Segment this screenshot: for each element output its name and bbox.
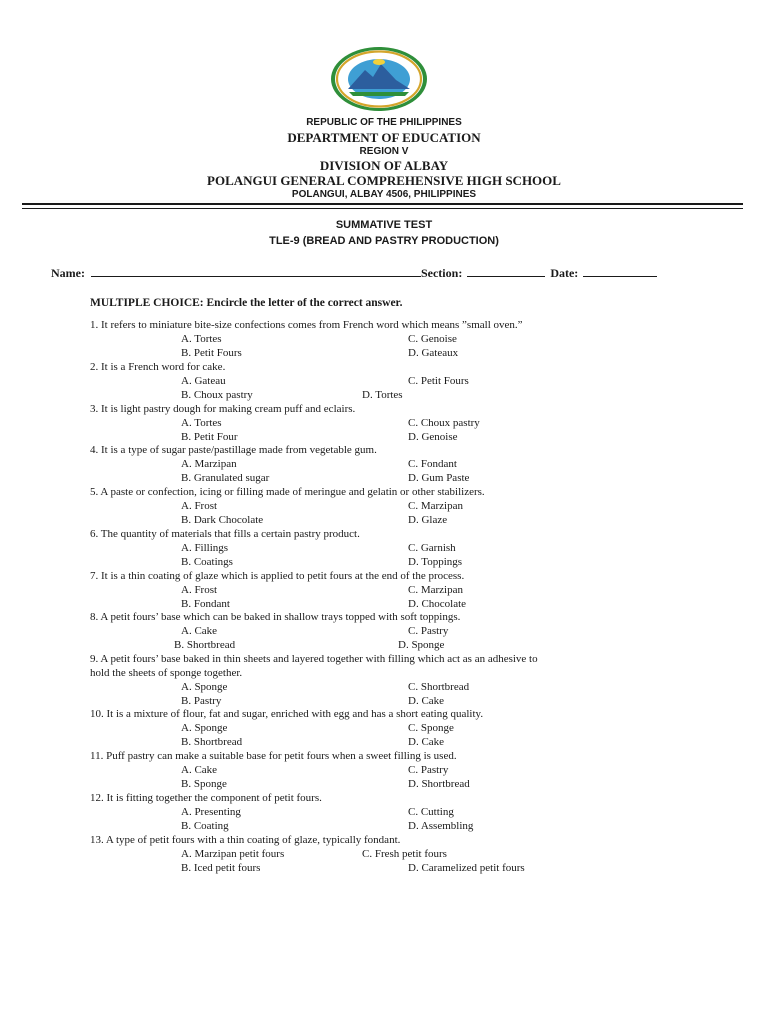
- test-subtitle: TLE-9 (BREAD AND PASTRY PRODUCTION): [269, 235, 499, 247]
- header-rule-thin: [22, 208, 743, 209]
- option-c: C. Cutting: [408, 806, 454, 818]
- option-a: A. Frost: [181, 500, 218, 512]
- department-line: DEPARTMENT OF EDUCATION: [287, 130, 481, 145]
- date-field[interactable]: [583, 267, 657, 277]
- instructions: MULTIPLE CHOICE: Encircle the letter of the correct answer.: [90, 297, 403, 309]
- option-b: B. Coatings: [181, 556, 233, 568]
- name-label: Name:: [51, 266, 85, 280]
- option-a: A. Marzipan: [181, 458, 237, 470]
- question-stem: 13. A type of petit fours with a thin coating of glaze, typically fondant.: [90, 834, 401, 846]
- question-stem: 7. It is a thin coating of glaze which is applied to petit fours at the end of the process.: [90, 570, 465, 582]
- option-a: A. Frost: [181, 584, 218, 596]
- option-a: A. Fillings: [181, 542, 229, 554]
- option-b: B. Choux pastry: [181, 389, 253, 401]
- question-stem: 1. It refers to miniature bite-size confections comes from French word which means ”small oven.”: [90, 319, 523, 331]
- option-b: B. Iced petit fours: [181, 862, 261, 874]
- option-c: C. Shortbread: [408, 681, 470, 693]
- option-b: B. Dark Chocolate: [181, 514, 264, 526]
- option-a: A. Sponge: [181, 681, 228, 693]
- option-b: B. Petit Four: [181, 431, 238, 443]
- option-c: C. Genoise: [408, 333, 457, 345]
- question-stem: 3. It is light pastry dough for making cream puff and eclairs.: [90, 403, 356, 415]
- option-c: C. Marzipan: [408, 500, 463, 512]
- option-a: A. Tortes: [181, 333, 222, 345]
- option-d: D. Assembling: [408, 820, 474, 832]
- question-stem: 9. A petit fours’ base baked in thin sheets and layered together with filling which act as an adhesive to: [90, 653, 538, 665]
- question-stem: 10. It is a mixture of flour, fat and sugar, enriched with egg and has a short eating quality.: [90, 708, 484, 720]
- question-stem: 11. Puff pastry can make a suitable base for petit fours when a sweet filling is used.: [90, 750, 457, 762]
- question-stem: 8. A petit fours’ base which can be baked in shallow trays topped with soft toppings.: [90, 611, 461, 623]
- option-d: D. Shortbread: [408, 778, 470, 790]
- region-line: REGION V: [359, 146, 409, 157]
- question-stem-cont: hold the sheets of sponge together.: [90, 667, 243, 679]
- option-a: A. Cake: [181, 625, 218, 637]
- option-b: B. Coating: [181, 820, 229, 832]
- deped-division-seal: [329, 46, 429, 112]
- option-a: A. Tortes: [181, 417, 222, 429]
- option-d: D. Gateaux: [408, 347, 459, 359]
- option-d: D. Tortes: [362, 389, 403, 401]
- school-name: POLANGUI GENERAL COMPREHENSIVE HIGH SCHOOL: [207, 173, 561, 188]
- option-c: C. Pastry: [408, 625, 449, 637]
- option-c: C. Pastry: [408, 764, 449, 776]
- option-d: D. Genoise: [408, 431, 458, 443]
- option-b: B. Shortbread: [181, 736, 243, 748]
- question-stem: 2. It is a French word for cake.: [90, 361, 226, 373]
- option-c: C. Sponge: [408, 722, 454, 734]
- option-b: B. Fondant: [181, 598, 230, 610]
- option-b: B. Pastry: [181, 695, 222, 707]
- option-c: C. Petit Fours: [408, 375, 469, 387]
- option-b: B. Granulated sugar: [181, 472, 270, 484]
- option-a: A. Presenting: [181, 806, 241, 818]
- option-a: A. Gateau: [181, 375, 226, 387]
- republic-line: REPUBLIC OF THE PHILIPPINES: [306, 117, 462, 128]
- option-b: B. Sponge: [181, 778, 227, 790]
- option-a: A. Cake: [181, 764, 218, 776]
- option-c: C. Fresh petit fours: [362, 848, 447, 860]
- header-rule-thick: [22, 203, 743, 205]
- section-label: Section:: [420, 266, 463, 280]
- option-d: D. Glaze: [408, 514, 448, 526]
- question-stem: 5. A paste or confection, icing or filling made of meringue and gelatin or other stabilizers.: [90, 486, 485, 498]
- option-d: D. Caramelized petit fours: [408, 862, 525, 874]
- question-stem: 12. It is fitting together the component of petit fours.: [90, 792, 322, 804]
- test-title: SUMMATIVE TEST: [335, 219, 433, 231]
- date-label: Date:: [550, 266, 579, 280]
- option-d: D. Gum Paste: [408, 472, 470, 484]
- option-d: D. Sponge: [398, 639, 445, 651]
- name-field[interactable]: [91, 267, 421, 277]
- option-a: A. Sponge: [181, 722, 228, 734]
- option-c: C. Marzipan: [408, 584, 463, 596]
- option-d: D. Cake: [408, 695, 445, 707]
- name-section-date-line: [51, 266, 731, 281]
- option-b: B. Petit Fours: [181, 347, 242, 359]
- school-address: POLANGUI, ALBAY 4506, PHILIPPINES: [291, 189, 477, 200]
- option-c: C. Choux pastry: [408, 417, 480, 429]
- question-stem: 6. The quantity of materials that fills a certain pastry product.: [90, 528, 360, 540]
- option-d: D. Cake: [408, 736, 445, 748]
- option-a: A. Marzipan petit fours: [181, 848, 285, 860]
- option-c: C. Garnish: [408, 542, 456, 554]
- option-d: D. Chocolate: [408, 598, 467, 610]
- division-line: DIVISION OF ALBAY: [319, 158, 449, 173]
- question-stem: 4. It is a type of sugar paste/pastillage made from vegetable gum.: [90, 444, 377, 456]
- option-d: D. Toppings: [408, 556, 463, 568]
- option-c: C. Fondant: [408, 458, 457, 470]
- option-b: B. Shortbread: [174, 639, 236, 651]
- section-field[interactable]: [467, 267, 545, 277]
